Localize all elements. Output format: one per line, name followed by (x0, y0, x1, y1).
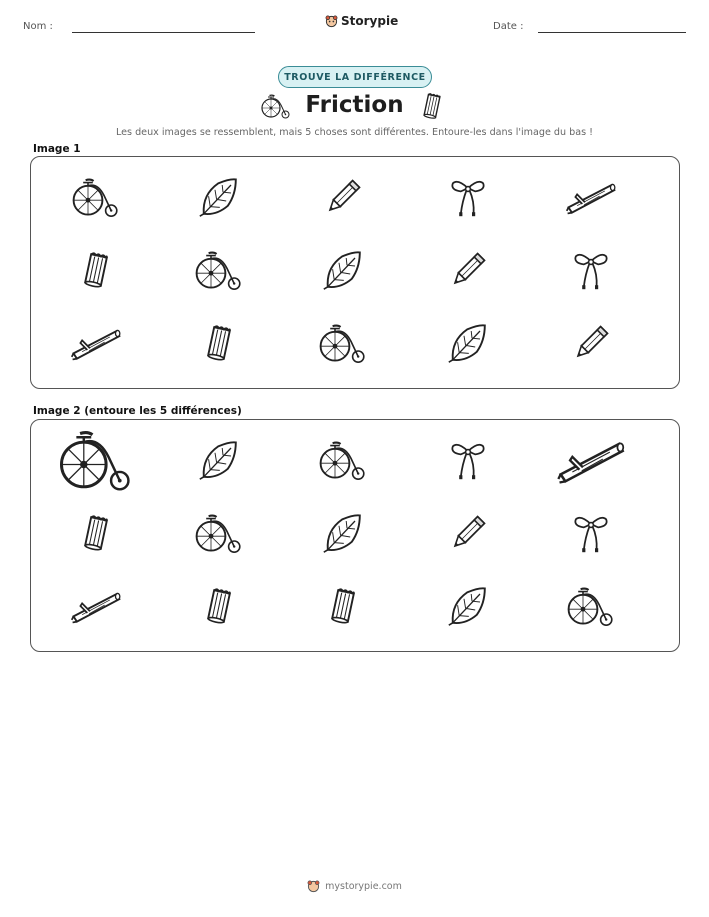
pencil-icon[interactable] (448, 513, 488, 553)
date-label: Date : (493, 21, 524, 32)
pencil-icon (571, 323, 611, 363)
leaf-icon[interactable] (199, 440, 239, 480)
leaf-icon[interactable] (323, 513, 363, 553)
bicycle-icon[interactable] (567, 585, 615, 627)
title-wood-block-icon (420, 92, 444, 124)
wood-block-icon (80, 250, 112, 290)
leaf-icon (199, 177, 239, 217)
wood-block-icon[interactable] (327, 586, 359, 626)
bicycle-icon[interactable] (319, 439, 367, 481)
name-line[interactable] (72, 32, 255, 33)
name-label: Nom : (23, 21, 53, 32)
storypie-mascot-icon (307, 880, 320, 893)
bicycle-icon (72, 176, 120, 218)
title-text: Friction (305, 92, 404, 118)
leaf-icon (448, 323, 488, 363)
activity-badge: TROUVE LA DIFFÉRENCE (278, 66, 432, 88)
footer (0, 880, 709, 896)
wood-block-icon[interactable] (80, 513, 112, 553)
image2-panel[interactable] (30, 419, 680, 652)
brand-name: Storypie (341, 14, 399, 28)
stick-icon (70, 325, 122, 361)
instructions: Les deux images se ressemblent, mais 5 choses sont différentes. Entoure-les dans l'image du bas ! (115, 127, 594, 138)
bicycle-icon (319, 322, 367, 364)
date-line[interactable] (538, 32, 686, 33)
bow-icon (448, 176, 488, 218)
image1-panel (30, 156, 680, 389)
pencil-icon (448, 250, 488, 290)
wood-block-icon (203, 323, 235, 363)
bow-icon (571, 249, 611, 291)
image1-label: Image 1 (33, 143, 81, 155)
bicycle-icon[interactable] (195, 512, 243, 554)
leaf-icon[interactable] (448, 586, 488, 626)
image2-label: Image 2 (entoure les 5 différences) (33, 405, 242, 417)
page-title (0, 92, 709, 118)
bicycle-icon (195, 249, 243, 291)
stick-icon[interactable] (70, 588, 122, 624)
stick-icon (565, 179, 617, 215)
storypie-mascot-icon (325, 15, 338, 28)
title-bicycle-icon (261, 93, 291, 123)
leaf-icon (323, 250, 363, 290)
footer-url: mystorypie.com (325, 881, 402, 892)
wood-block-icon[interactable] (203, 586, 235, 626)
pencil-icon (323, 177, 363, 217)
stick-icon[interactable] (556, 436, 626, 485)
bicycle-icon[interactable] (59, 427, 133, 492)
brand-logo (325, 14, 398, 28)
bow-icon[interactable] (448, 439, 488, 481)
bow-icon[interactable] (571, 512, 611, 554)
